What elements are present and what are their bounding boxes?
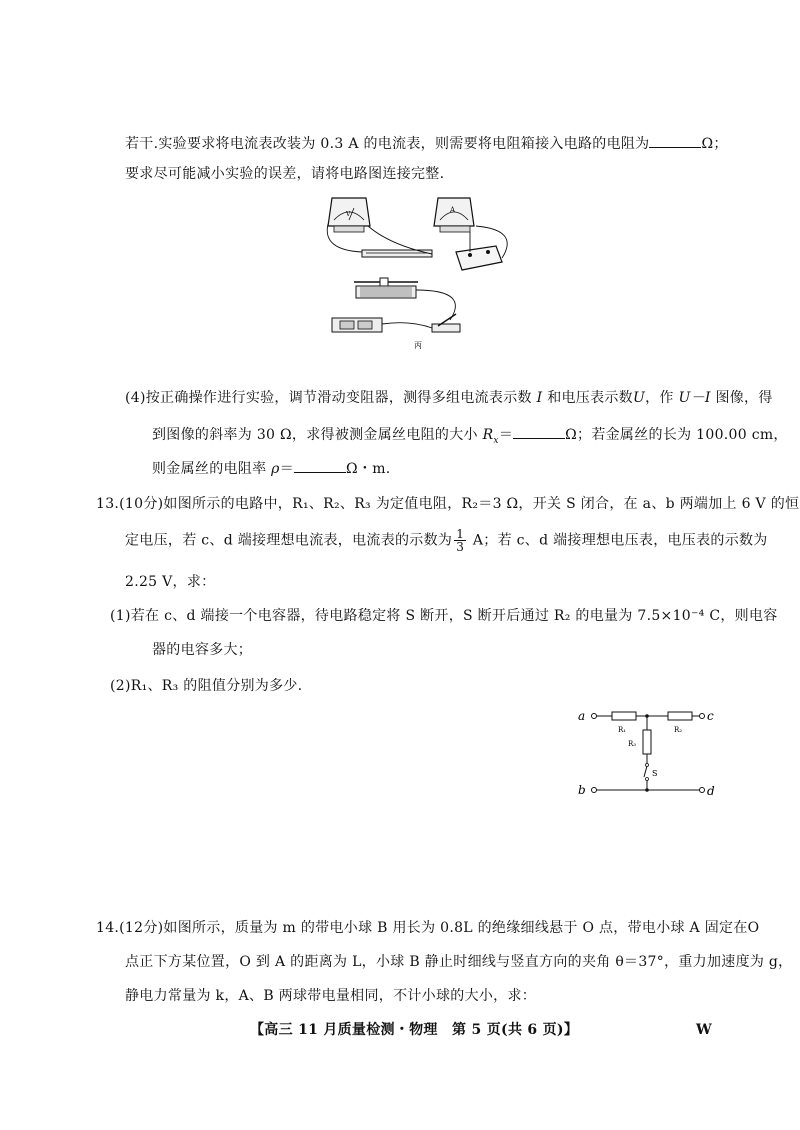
switch-s xyxy=(644,766,647,777)
apparatus-figure xyxy=(320,190,520,350)
ammeter-label: A xyxy=(450,206,456,214)
terminal-a xyxy=(592,714,597,719)
symbol-I: I xyxy=(536,390,543,406)
fraction-denominator: 3 xyxy=(456,540,465,554)
q12-4-text-g: Ω；若金属丝的长为 100.00 cm， xyxy=(565,427,788,443)
q12-4-text-e: 到图像的斜率为 30 Ω，求得被测金属丝电阻的大小 xyxy=(152,427,483,443)
q13-sub1-line-1: (1)若在 c、d 端接一个电容器，待电路稳定将 S 断开，S 断开后通过 R₂ 的电量为 7.5×10⁻⁴ C，则电容 xyxy=(110,608,778,624)
resistor-r3 xyxy=(643,730,651,754)
circuit-diagram xyxy=(572,702,722,802)
q12-4-line-2 xyxy=(152,424,788,451)
symbol-rho: ρ xyxy=(271,461,280,477)
answer-blank-rx[interactable] xyxy=(513,424,565,439)
resistor-r2 xyxy=(668,712,692,720)
answer-blank-resistance[interactable] xyxy=(649,133,701,148)
resistor-box-icon xyxy=(332,318,382,332)
q12-text-1: 若干.实验要求将电流表改装为 0.3 A 的电流表，则需要将电阻箱接入电路的电阻为 xyxy=(125,136,650,152)
ammeter-icon xyxy=(434,198,474,232)
fraction-one-third xyxy=(454,528,466,553)
q12-4-text-i: ＝ xyxy=(279,461,294,477)
voltmeter-icon xyxy=(328,198,370,232)
r3-label: R₃ xyxy=(628,740,637,748)
r2-label: R₂ xyxy=(674,726,683,734)
q12-4-text-b: 和电压表示数 xyxy=(542,390,633,406)
resistor-r1 xyxy=(612,712,636,720)
q14-line-2: 点正下方某位置，O 到 A 的距离为 L，小球 B 静止时细线与竖直方向的夹角 θ＝37°，重力加速度为 g， xyxy=(125,954,793,970)
rheostat-icon xyxy=(354,278,418,298)
q13-text-b: A；若 c、d 端接理想电压表，电压表的示数为 xyxy=(468,532,768,549)
terminal-d xyxy=(700,788,705,793)
symbol-U-I: U－I xyxy=(678,390,711,406)
q12-4-text-j: Ω・m. xyxy=(346,461,391,477)
q14-line-3: 静电力常量为 k，A、B 两球带电量相同，不计小球的大小，求： xyxy=(125,988,537,1004)
symbol-R: R xyxy=(482,427,494,443)
page-footer: 【高三 11 月质量检测・物理 第 5 页(共 6 页)】 xyxy=(250,1022,579,1038)
q13-sub2-line: (2)R₁、R₃ 的阻值分别为多少. xyxy=(110,678,303,694)
fraction-numerator: 1 xyxy=(456,527,465,541)
switch-icon xyxy=(432,314,460,332)
q12-unit-1: Ω； xyxy=(701,136,728,152)
switch-label: S xyxy=(652,769,658,778)
figure-caption: 丙 xyxy=(414,341,422,350)
q13-line-1: 13.(10分)如图所示的电路中，R₁、R₂、R₃ 为定值电阻，R₂＝3 Ω，开关 S 闭合，在 a、b 两端加上 6 V 的恒 xyxy=(96,496,800,512)
battery-icon xyxy=(456,246,502,270)
q12-4-text-c: ，作 xyxy=(645,390,679,406)
voltmeter-label: V xyxy=(346,211,351,218)
terminal-a-label: a xyxy=(578,709,586,723)
q12-4-text-d: 图像，得 xyxy=(710,390,773,406)
symbol-x-subscript: x xyxy=(493,435,499,446)
q12-4-text-f: ＝ xyxy=(498,427,514,443)
answer-blank-rho[interactable] xyxy=(294,458,346,473)
footer-mark: W xyxy=(696,1022,713,1038)
terminal-c xyxy=(700,714,705,719)
q12-line-1 xyxy=(125,133,728,154)
terminal-d-label: d xyxy=(707,784,715,798)
q14-line-1: 14.(12分)如图所示，质量为 m 的带电小球 B 用长为 0.8L 的绝缘细线悬于 O 点，带电小球 A 固定在O xyxy=(96,920,760,936)
q12-4-text-a: (4)按正确操作进行实验，调节滑动变阻器，测得多组电流表示数 xyxy=(125,390,537,406)
q12-4-line-3 xyxy=(152,458,391,479)
q13-sub1-line-2: 器的电容多大； xyxy=(152,642,253,658)
terminal-b-label: b xyxy=(578,783,586,797)
symbol-U: U xyxy=(633,390,646,406)
q13-line-2 xyxy=(125,528,768,553)
q12-line-2: 要求尽可能减小实验的误差，请将电路图连接完整. xyxy=(125,166,445,182)
terminal-b xyxy=(592,788,597,793)
r1-label: R₁ xyxy=(618,726,627,734)
q13-line-3: 2.25 V，求： xyxy=(125,574,216,590)
q12-4-line-1 xyxy=(125,388,773,408)
terminal-c-label: c xyxy=(707,709,714,723)
q12-4-text-h: 则金属丝的电阻率 xyxy=(152,461,272,477)
q13-text-a: 定电压，若 c、d 端接理想电流表，电流表的示数为 xyxy=(125,532,453,549)
